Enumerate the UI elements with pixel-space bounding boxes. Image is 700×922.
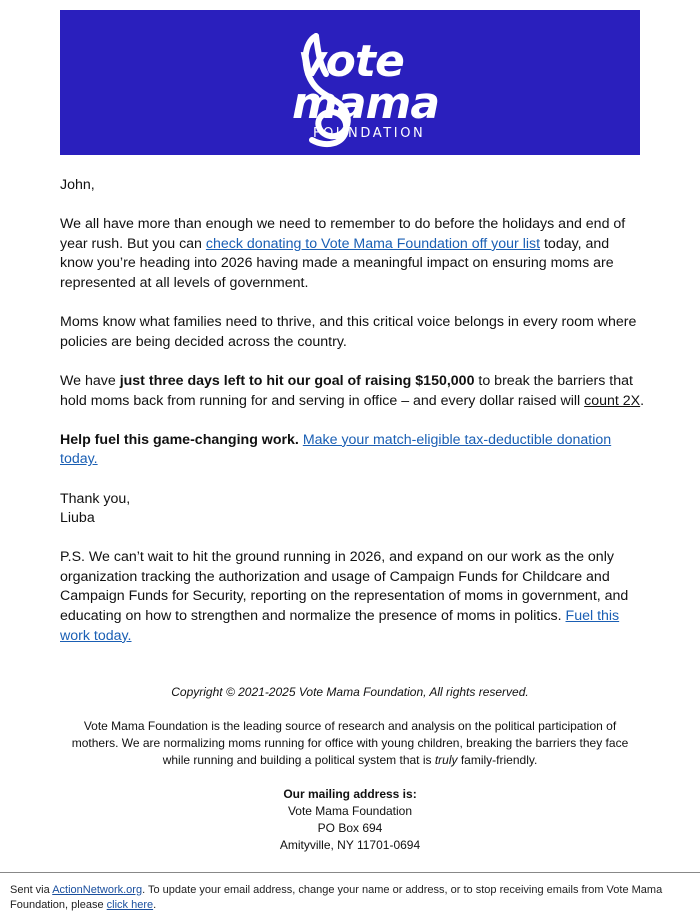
ps-paragraph	[60, 548, 645, 646]
address-line-3: Amityville, NY 11701-0694	[279, 838, 421, 852]
paragraph-4	[60, 431, 645, 470]
fuel-work-link[interactable]: Fuel this work today.	[60, 608, 620, 644]
p3-text-b: to break the barriers that hold moms back from running for and serving in office – and every dollar raised will	[60, 372, 633, 409]
p4-bold: Help fuel this game-changing work.	[60, 431, 299, 448]
unsubscribe-click-here-link[interactable]: click here	[106, 899, 154, 911]
signoff-block	[60, 490, 645, 529]
logo-subtitle: FOUNDATION	[313, 126, 426, 141]
ps-text: P.S. We can’t wait to hit the ground running in 2026, and expand on our work as the only organization tracking the authorization and usage of Campaign Funds for Childcare and Campaign Funds for Security, reporting on the representation of moms in government, and educating on how to strengthen and normalize the presence of moms in politics.	[60, 549, 629, 625]
about-italic: truly	[434, 753, 458, 767]
actionnetwork-link[interactable]: ActionNetwork.org	[52, 884, 143, 896]
p3-text-c: .	[640, 392, 645, 409]
address-line-2: PO Box 694	[317, 821, 383, 835]
sent-via-prefix: Sent via	[10, 884, 53, 896]
address-line-1: Vote Mama Foundation	[287, 804, 413, 818]
paragraph-3	[60, 372, 645, 411]
logo-word-vote: vote	[298, 36, 404, 87]
footer	[60, 684, 640, 871]
paragraph-2: Moms know what families need to thrive, and this critical voice belongs in every room where policies are being decided across the country.	[60, 314, 637, 350]
sent-via-middle: . To update your email address, change your name or address, or to stop receiving emails from Vote Mama Foundation, please	[10, 884, 663, 911]
count-2x: count 2X	[584, 392, 641, 409]
about-text-a: Vote Mama Foundation is the leading source of research and analysis on the political participation of mothers. We are normalizing moms running for office with young children, breaking the barriers they face while running and building a political system that is	[71, 719, 629, 767]
paragraph-1	[60, 215, 645, 293]
p1-text-a: We all have more than enough we need to remember to do before the holidays and end of year rush. But you can	[60, 216, 626, 252]
signature: Liuba	[60, 510, 95, 527]
p3-text-a: We have	[60, 372, 120, 389]
email-body	[60, 176, 645, 666]
copyright-text: Copyright © 2021-2025 Vote Mama Foundation, All rights reserved.	[171, 685, 529, 699]
greeting: John,	[60, 177, 95, 193]
about-text-b: family-friendly.	[457, 753, 538, 767]
donate-link[interactable]: Make your match-eligible tax-deductible donation today.	[60, 431, 612, 468]
sent-via-suffix: .	[153, 899, 157, 911]
donate-list-link[interactable]: check donating to Vote Mama Foundation off your list	[205, 235, 541, 252]
mailing-address	[60, 786, 640, 854]
header-banner	[60, 10, 640, 155]
copyright	[60, 684, 640, 701]
p1-text-b: today, and know you’re heading into 2026 having made a meaningful impact on ensuring moms are represented at all levels of government.	[60, 235, 614, 291]
mailing-heading: Our mailing address is:	[283, 787, 417, 801]
logo-word-mama: mama	[292, 78, 440, 129]
signoff: Thank you,	[60, 490, 131, 507]
sent-via-bar	[0, 872, 700, 922]
about-text	[60, 718, 640, 769]
p3-bold: just three days left to hit our goal of raising $150,000	[119, 372, 475, 389]
